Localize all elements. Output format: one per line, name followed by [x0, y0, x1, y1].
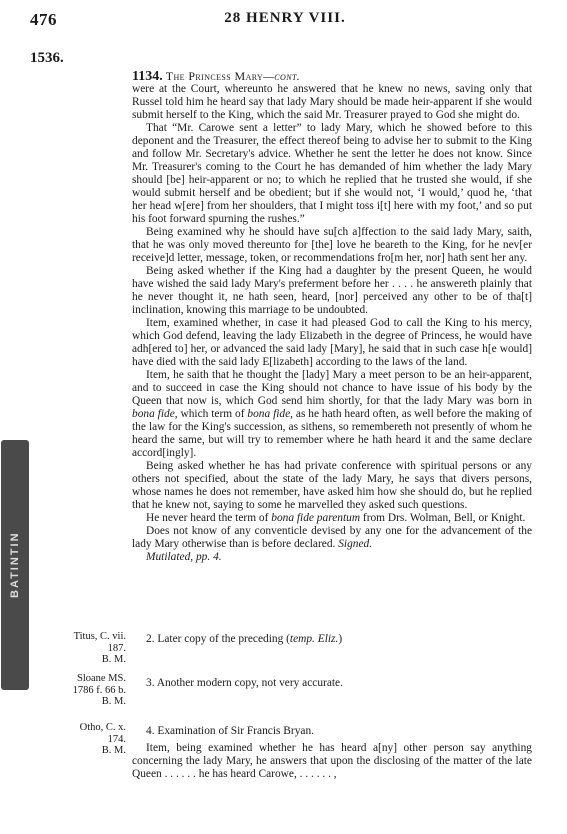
year-marker: 1536. — [30, 50, 64, 66]
margin-reference — [44, 722, 126, 757]
ref-line: B. M. — [101, 745, 126, 756]
page-header — [30, 10, 540, 32]
paragraph: He never heard the term of bona fide parentum from Drs. Wolman, Bell, or Knight. — [146, 512, 526, 524]
mutilated-note: Mutilated, pp. 4. — [146, 551, 222, 563]
entry-number: 1134. — [132, 69, 163, 84]
page-number: 476 — [30, 10, 57, 29]
ref-line: B. M. — [101, 696, 126, 707]
paragraph: were at the Court, whereunto he answered that he knew no news, saving only that Russel told him he heard say that lady Mary should be made heir-apparent if she would submit herself to the King, which the said Mr. Treasurer prayed to God she might do. — [132, 83, 532, 121]
item-entry — [132, 725, 532, 781]
margin-reference — [44, 673, 126, 708]
entry-title — [166, 69, 300, 83]
paragraph: Item, being examined whether he has heard a[ny] other person say anything concerning the lady Mary, he answers that upon the disclosing of the matter of the late Queen . . . . . . he has heard Carowe, . . . . . . , — [132, 742, 532, 780]
running-head: 28 HENRY VIII. — [224, 10, 346, 26]
ref-line: B. M. — [101, 654, 126, 665]
ref-line: Titus, C. vii. — [73, 631, 126, 642]
entry-title-text: The Princess Mary — [165, 69, 264, 83]
item-text: 2. Later copy of the preceding (temp. Eliz.) — [146, 633, 343, 645]
paragraph: Being examined why he should have su[ch a]ffection to the said lady Mary, saith, that he was only moved thereunto for [the] love he beareth to the King, for he nev[er receive]d letter, message, token, or recommendations fro[m her, nor] hath sent her any. — [132, 226, 532, 264]
paragraph: Does not know of any conventicle devised by any one for the advancement of the lady Mary otherwise than is before declared. Signed. — [132, 525, 532, 550]
stamp-text: BATINTIN — [9, 531, 21, 599]
entry-body — [132, 70, 532, 564]
paragraph: Being asked whether if the King had a daughter by the present Queen, he would have wished the said lady Mary's preferment before her . . . . he answereth plainly that he never thought it, ne hath seen, heard, [nor] perceived any other to be of tha[t] inclination, knowing this marriage to be undoubted. — [132, 265, 532, 316]
library-stamp — [1, 440, 29, 690]
ref-line: 187. — [107, 642, 126, 654]
ref-line: 174. — [107, 733, 126, 745]
ref-line: Sloane MS. — [76, 673, 126, 684]
ref-line: 1786 f. 66 b. — [72, 684, 126, 696]
ref-line: Otho, C. x. — [79, 722, 126, 733]
item-entry — [132, 677, 532, 690]
margin-reference — [44, 631, 126, 666]
item-text: 3. Another modern copy, not very accurate. — [146, 677, 343, 689]
paragraph: Item, examined whether, in case it had pleased God to call the King to his mercy, which God defend, leaving the lady Elizabeth in the degree of Princess, he would have adh[ered to] her, or advanced the said lady [Mary], he said that in such case h[e would] have died with the said lady E[lizabeth] according to the laws of the land. — [132, 317, 532, 368]
paragraph: Item, he saith that he thought the [lady] Mary a meet person to be an heir-apparent, and to succeed in case the King should not chance to have issue of his body by the Queen that now is, which God send him shortly, for that the lady Mary was born in bona fide, which term of bona fide, as he hath heard often, as well before the making of the law for the King's succession, as sithens, so remembereth not presently of whom he heard the same, but will try to remember where he hath heard it and the same declare accord[ingly]. — [132, 369, 532, 459]
entry-cont: —cont. — [263, 69, 301, 83]
paragraph: Being asked whether he has had private conference with spiritual persons or any others not specified, about the state of the lady Mary, he says that divers persons, whose names he does not remember, have asked him how she should do, but he replied that he knew not, saying to some he marvelled they asked such questions. — [132, 460, 532, 511]
item-entry — [132, 633, 532, 646]
entry-heading — [132, 70, 532, 83]
item-text: 4. Examination of Sir Francis Bryan. — [146, 725, 314, 737]
paragraph: That “Mr. Carowe sent a letter” to lady Mary, which he showed before to this deponent and the Treasurer, the effect thereof being to advise her to submit to the King and follow Mr. Secretary's advice. Whether he sent the letter he does not know. Since Mr. Treasurer's coming to the Court he has demanded of him whether the lady Mary should [be] heir-apparent or no; to which he replied that he trusted she would, if she would submit herself and be obedient; but if she would not, ‘I would,’ quod he, ‘that her head w[ere] from her shoulders, that I might toss i[t] here with my foot,’ and so put his foot forward spurning the rushes.” — [132, 122, 532, 225]
